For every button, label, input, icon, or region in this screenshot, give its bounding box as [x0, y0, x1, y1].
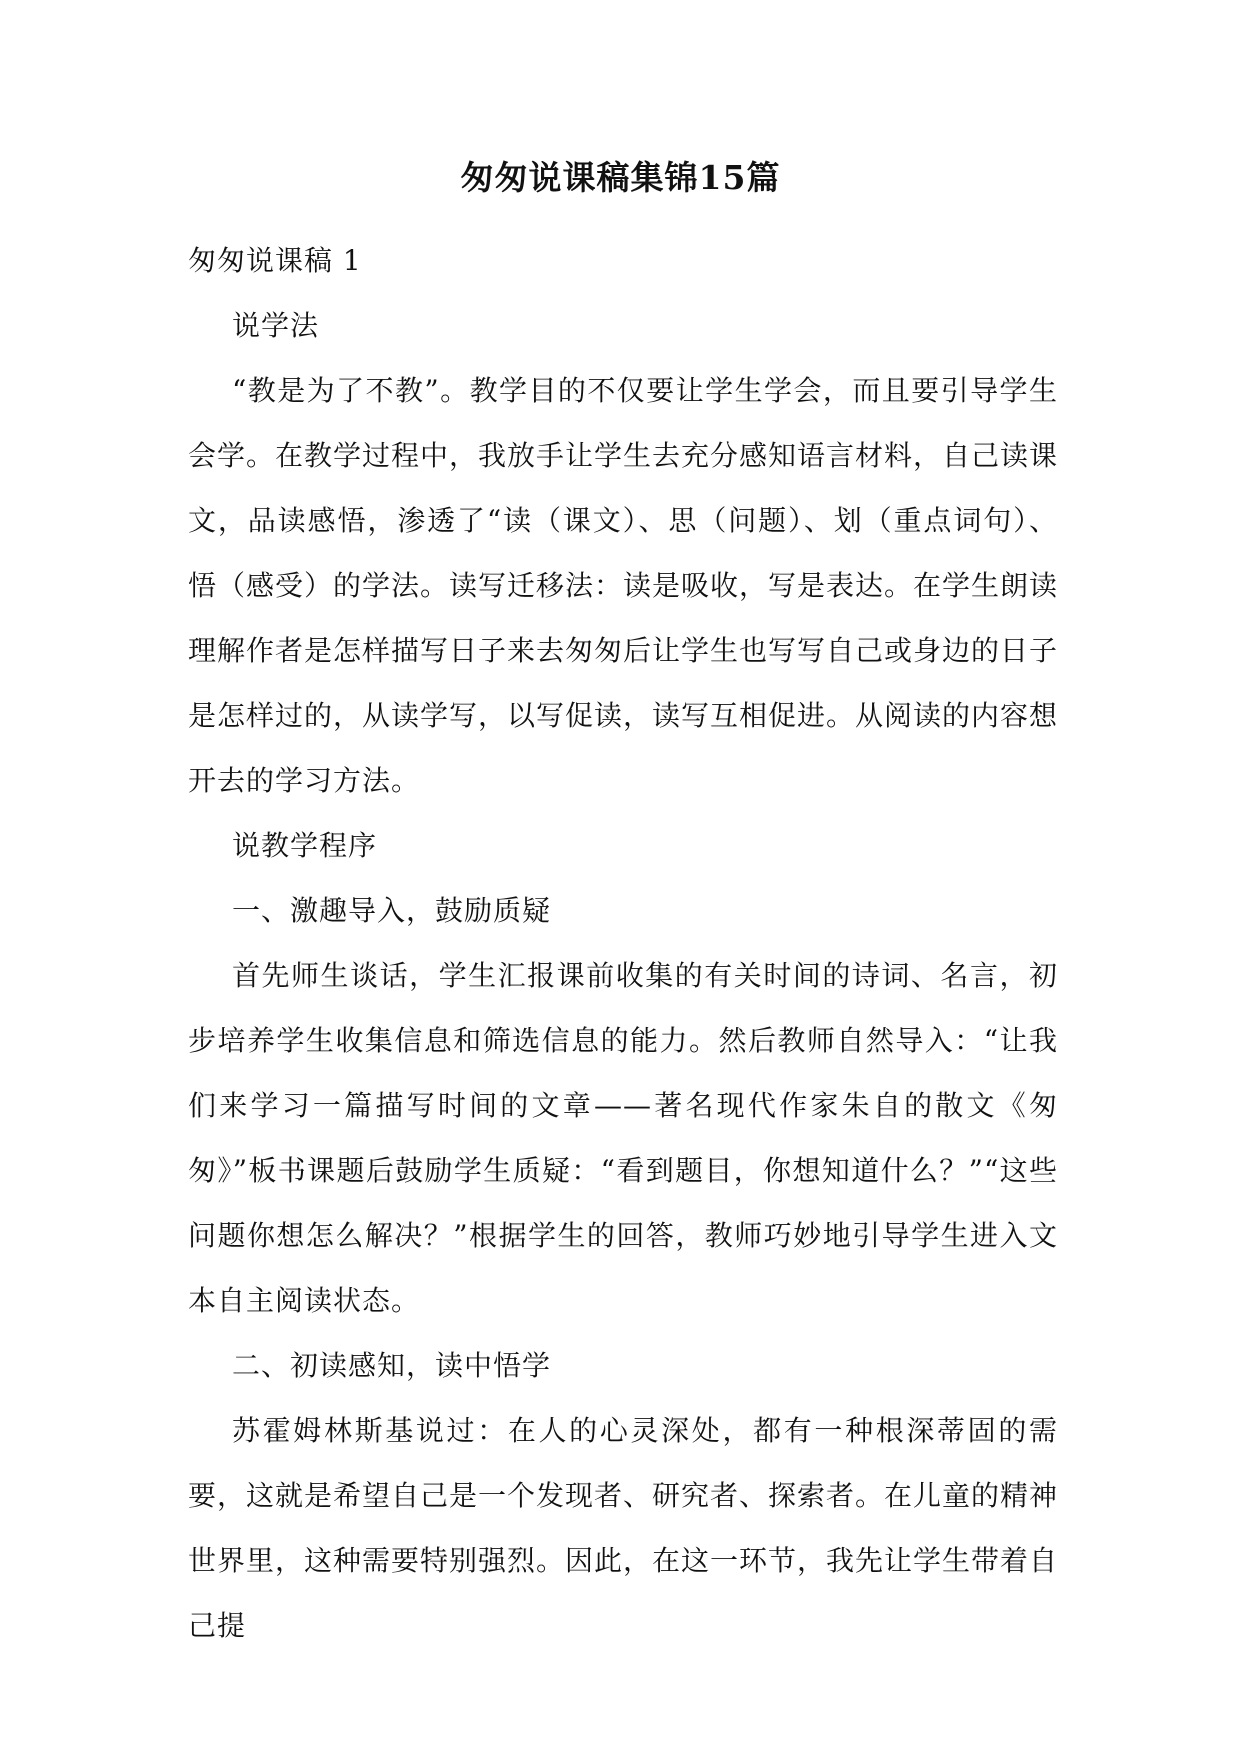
paragraph-heading-study-method: 说学法 — [232, 309, 320, 342]
document-title: 匆匆说课稿集锦15篇 — [460, 158, 781, 197]
paragraph-study-method: “教是为了不教”。教学目的不仅要让学生学会，而且要引导学生会学。在教学过程中，我放手让学生去充分感知语言材料，自己读课文，品读感悟，渗透了“读（课文）、思（问题）、划（重点词句）、悟（感受）的学法。读写迁移法：读是吸收，写是表达。在学生朗读理解作者是怎样描写日子来去匆匆后让学生也写写自己或身边的日子是怎样过的，从读学写，以写促读，读写互相促进。从阅读的内容想开去的学习方法。 — [188, 374, 1059, 797]
paragraph-heading-teaching-procedure: 说教学程序 — [232, 829, 378, 862]
paragraph-heading-step-one: 一、激趣导入，鼓励质疑 — [232, 894, 552, 927]
paragraph-step-one: 首先师生谈话，学生汇报课前收集的有关时间的诗词、名言，初步培养学生收集信息和筛选信息的能力。然后教师自然导入：“让我们来学习一篇描写时间的文章——著名现代作家朱自的散文《匆匆》”板书课题后鼓励学生质疑：“看到题目，你想知道什么？”“这些问题你想怎么解决？”根据学生的回答，教师巧妙地引导学生进入文本自主阅读状态。 — [188, 959, 1058, 1317]
paragraph-step-two: 苏霍姆林斯基说过：在人的心灵深处，都有一种根深蒂固的需要，这就是希望自己是一个发现者、研究者、探索者。在儿童的精神世界里，这种需要特别强烈。因此，在这一环节，我先让学生带着自己提 — [188, 1414, 1059, 1642]
section-title: 匆匆说课稿 1 — [188, 244, 362, 277]
document-body — [188, 228, 1058, 1658]
paragraph-heading-step-two: 二、初读感知，读中悟学 — [232, 1349, 552, 1382]
